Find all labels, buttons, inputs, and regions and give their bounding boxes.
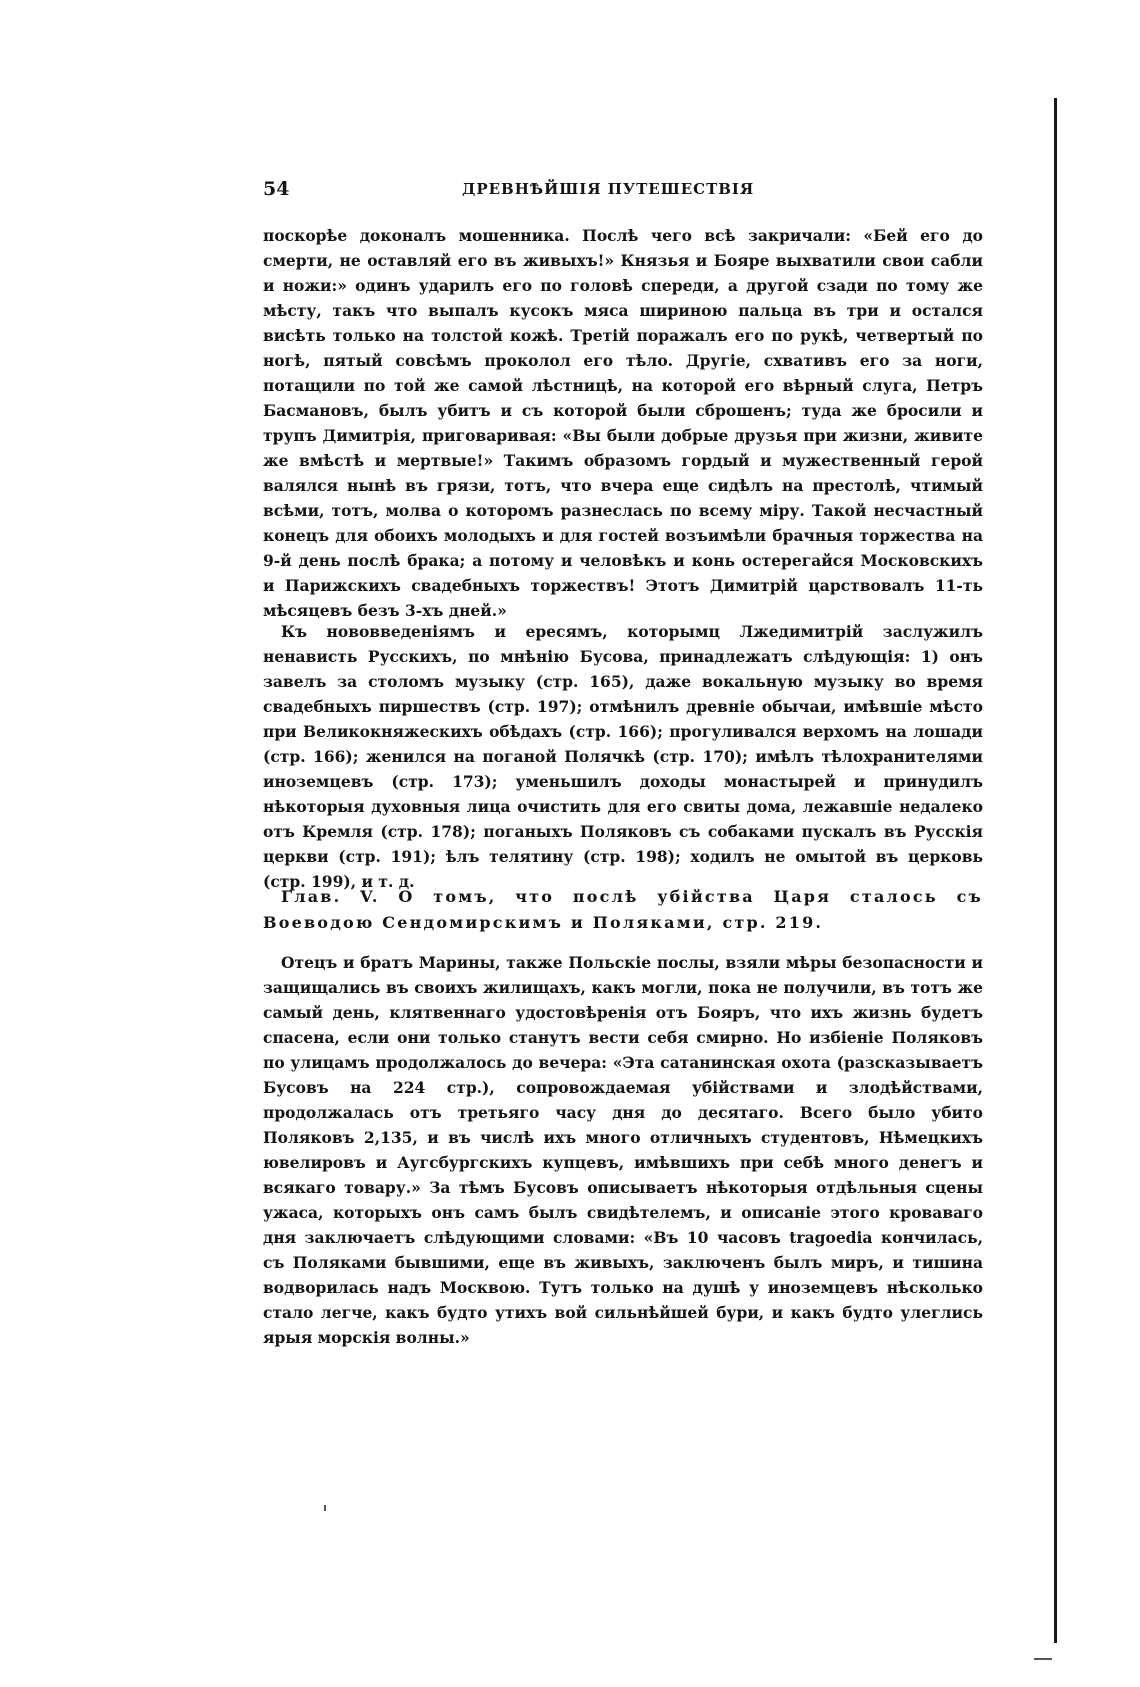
running-title: ДРЕВНѢЙШIЯ ПУТЕШЕСТВIЯ — [462, 180, 755, 198]
paragraph-2: Къ нововведеніямъ и ересямъ, которымц Лжедимитрій заслужилъ ненависть Русскихъ, по мнѣнію Бусова, принадлежатъ слѣдующія: 1) онъ завелъ за столомъ музыку (стр. 165), даже вокальную музыку во время свадебныхъ пиршествъ (стр. 197); отмѣнилъ древніе обычаи, имѣвшіе мѣсто при Великокняжескихъ обѣдахъ (стр. 166); прогуливался верхомъ на лошади (стр. 166); женился на поганой Полячкѣ (стр. 170); имѣлъ тѣлохранителями иноземцевъ (стр. 173); уменьшилъ доходы монастырей и принудилъ нѣкоторыя духовныя лица очистить для его свиты дома, лежавшіе недалеко отъ Кремля (стр. 178); поганыхъ Поляковъ съ собаками пускалъ въ Русскія церкви (стр. 191); ѣлъ телятину (стр. 198); ходилъ не омытой въ церковь (стр. 199), и т. д. — [263, 622, 983, 891]
scan-speck — [324, 1505, 326, 1511]
paragraph-1: поскорѣе доконалъ мошенника. Послѣ чего всѣ закричали: «Бей его до смерти, не оставляй его въ живыхъ!» Князья и Бояре выхватили свои сабли и ножи:» одинъ ударилъ его по головѣ спереди, а другой сзади по тому же мѣсту, такъ что выпалъ кусокъ мяса шириною пальца въ три и остался висѣть только на толстой кожѣ. Третій поражалъ его по рукѣ, четвертый по ногѣ, пятый совсѣмъ проколол его тѣло. Другіе, схвативъ его за ноги, потащили по той же самой лѣстницѣ, на которой его вѣрный слуга, Петръ Басмановъ, былъ убитъ и съ которой были сброшенъ; туда же бросили и трупъ Димитрія, приговаривая: «Вы были добрые друзья при жизни, живите же вмѣстѣ и мертвые!» Такимъ образомъ гордый и мужественный герой валялся нынѣ въ грязи, тотъ, что вчера еще сидѣлъ на престолѣ, чтимый всѣми, тотъ, молва о которомъ разнеслась по всему міру. Такой несчастный конецъ для обоихъ молодыхъ и для гостей возъимѣли брачныя торжества на 9-й день послѣ брака; а потому и человѣкъ и конь остерегайся Московскихъ и Парижскихъ свадебныхъ торжествъ! Этотъ Димитрій царствовалъ 11-ть мѣсяцевъ безъ 3-хъ дней.» — [263, 226, 983, 620]
scan-mark — [1034, 1658, 1052, 1660]
paragraph-3-block — [263, 950, 983, 1350]
page-number: 54 — [263, 178, 290, 200]
chapter-heading-block — [263, 884, 983, 936]
scan-edge-line — [1054, 98, 1057, 1643]
paragraph-3: Отецъ и братъ Марины, также Польскіе послы, взяли мѣры безопасности и защищались въ своихъ жилищахъ, какъ могли, пока не получили, въ тотъ же самый день, клятвеннаго удостовѣренія отъ Бояръ, что ихъ жизнь будетъ спасена, если они только станутъ вести себя смирно. Но избіеніе Поляковъ по улицамъ продолжалось до вечера: «Эта сатанинская охота (разсказываетъ Бусовъ на 224 стр.), сопровождаемая убійствами и злодѣйствами, продолжалась отъ третьяго часу дня до десятаго. Всего было убито Поляковъ 2,135, и въ числѣ ихъ много отличныхъ студентовъ, Нѣмецкихъ ювелировъ и Аугсбургскихъ купцевъ, имѣвшихъ при себѣ много денегъ и всякаго товару.» За тѣмъ Бусовъ описываетъ нѣкоторыя отдѣльныя сцены ужаса, которыхъ онъ самъ былъ свидѣтелемъ, и описаніе этого кроваваго дня заключаетъ слѣдующими словами: «Въ 10 часовъ tragoedia кончилась, съ Поляками бывшими, еще въ живыхъ, заключенъ былъ миръ, и тишина водворилась надъ Москвою. Тутъ только на душѣ у иноземцевъ нѣсколько стало легче, какъ будто утихъ вой сильнѣйшей бури, и какъ будто улеглись ярыя морскія волны.» — [263, 953, 983, 1347]
chapter-heading: Глав. V. О томъ, что послѣ убійства Царя сталось съ Воеводою Сендомирскимъ и Поляками, стр. 219. — [263, 887, 983, 932]
paragraph-2-block — [263, 619, 983, 894]
paragraph-1-block — [263, 223, 983, 623]
